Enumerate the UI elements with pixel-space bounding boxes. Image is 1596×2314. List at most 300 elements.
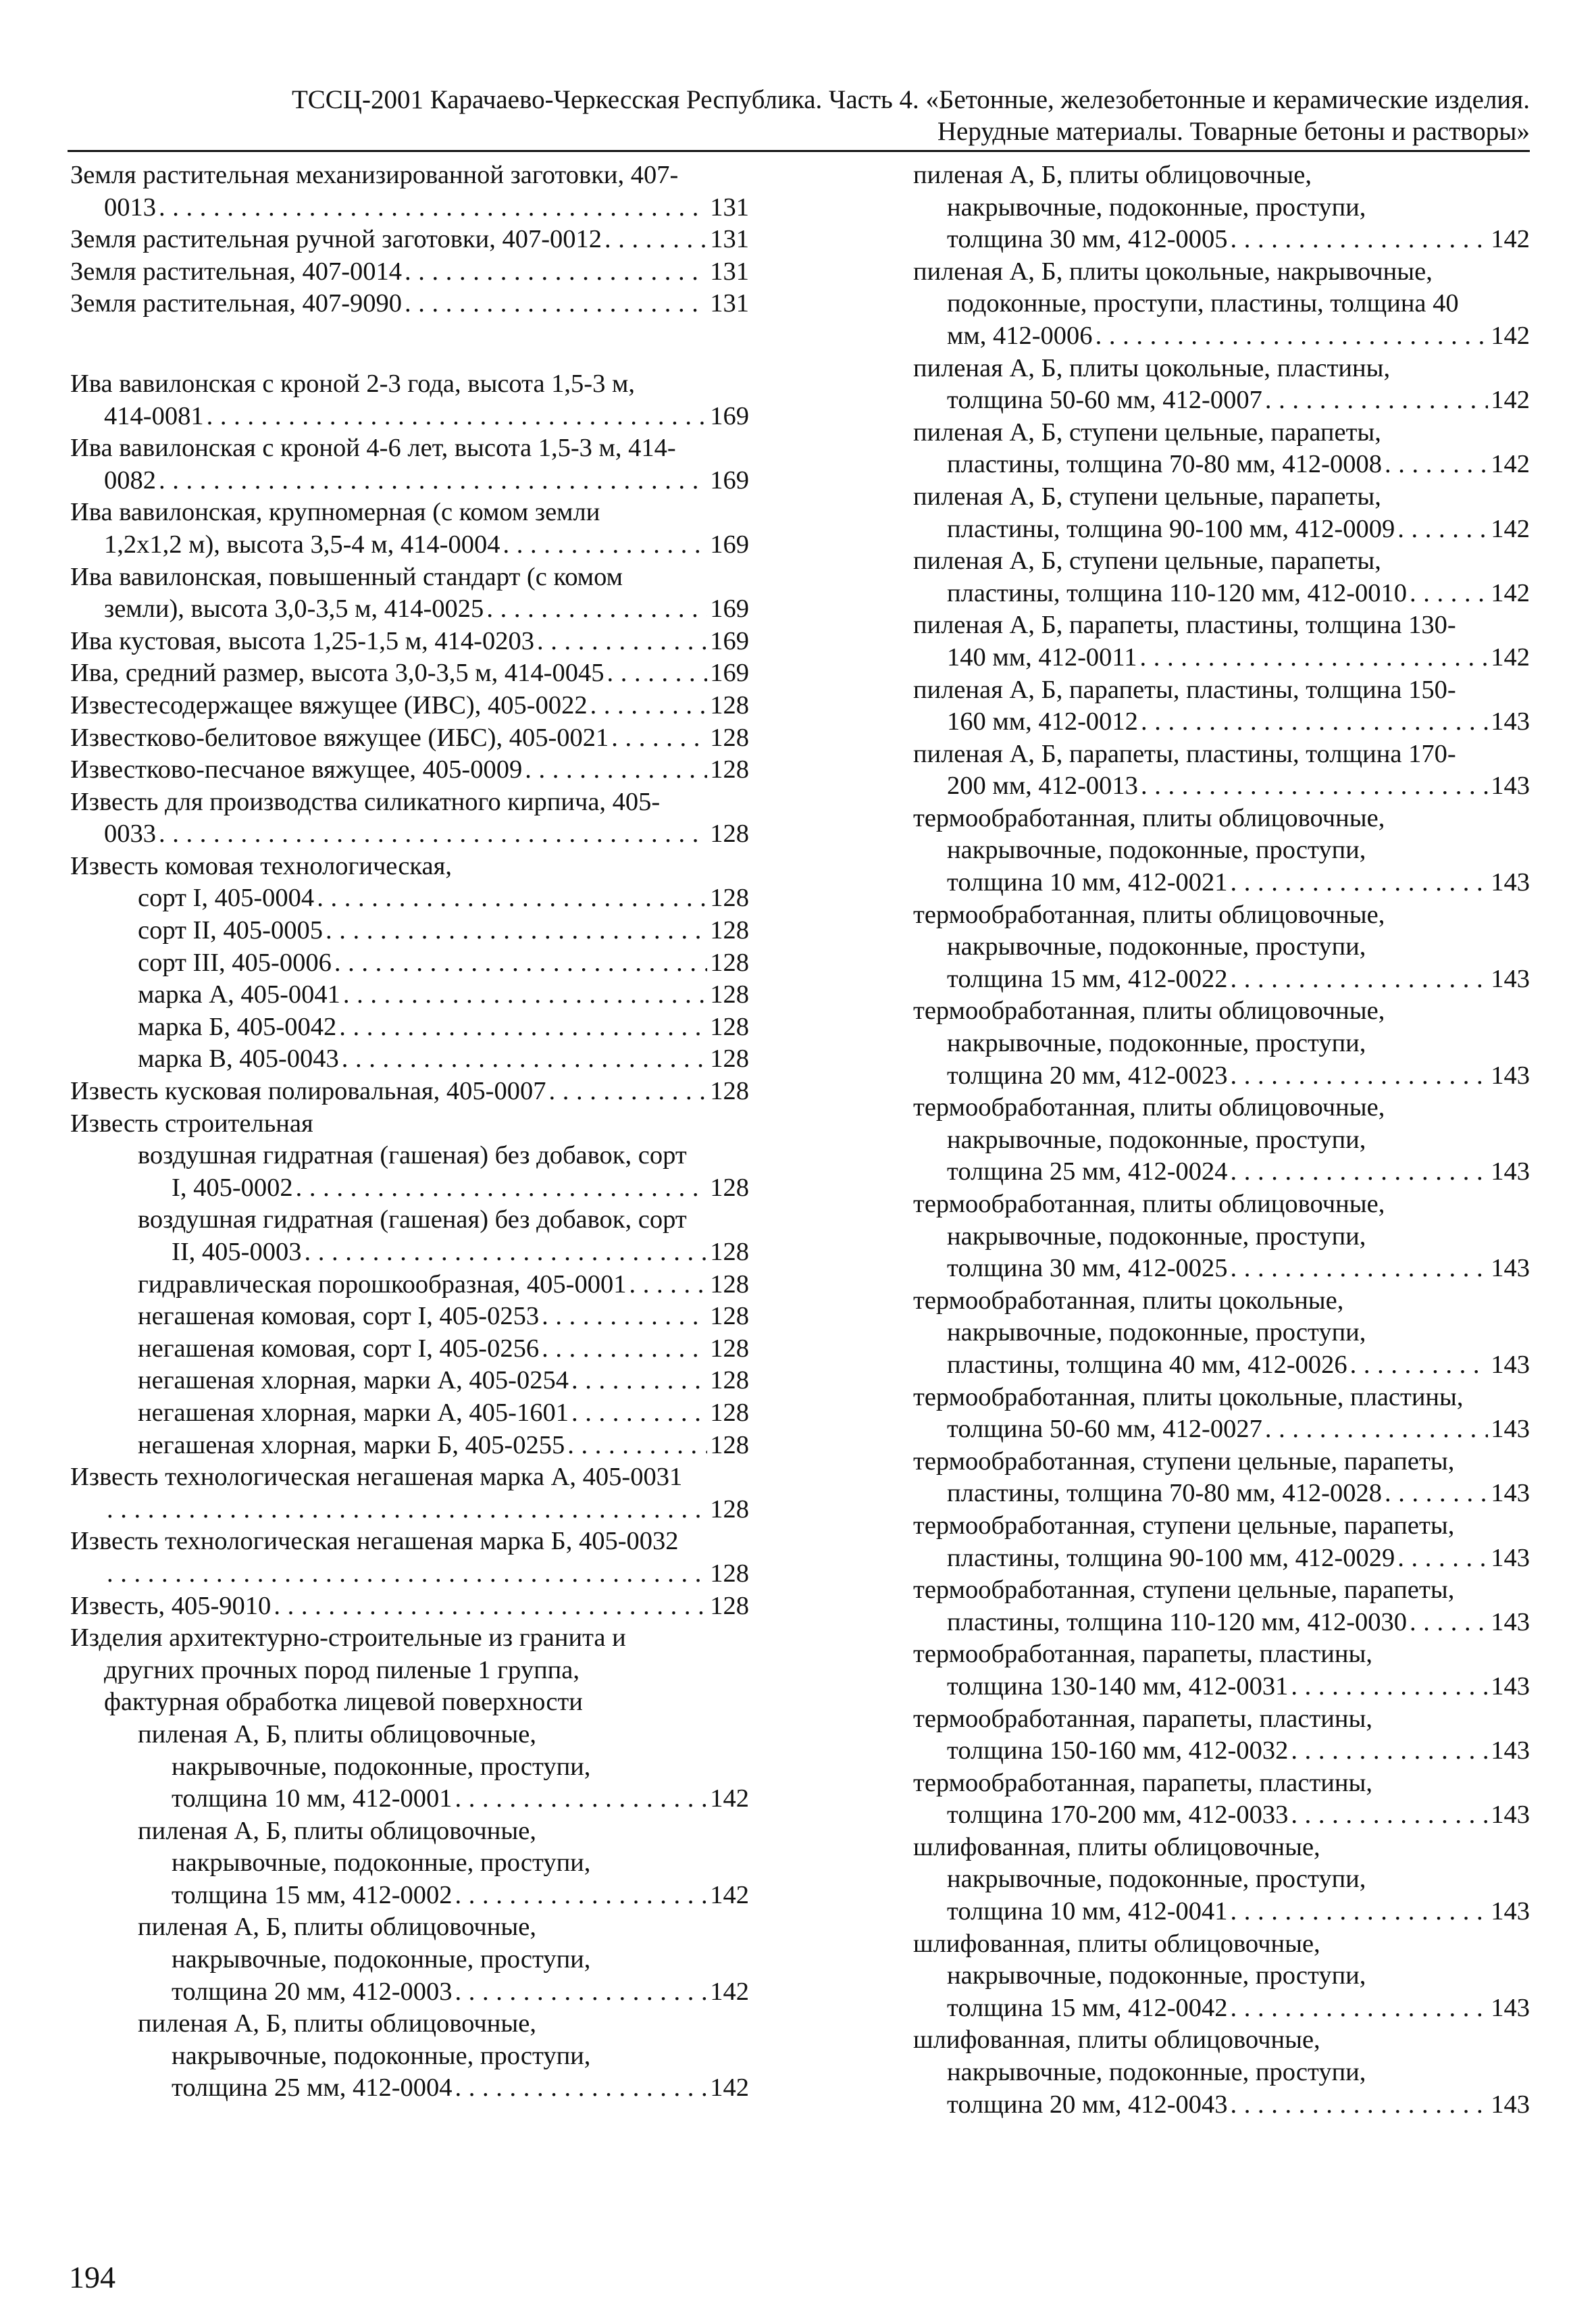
entry-text: пластины, толщина 70-80 мм, 412-0028 bbox=[947, 1479, 1382, 1508]
index-entry bbox=[70, 1011, 749, 1044]
entry-text: пластины, толщина 90-100 мм, 412-0009 bbox=[947, 514, 1395, 543]
entry-text: термообработанная, плиты облицовочные, bbox=[913, 803, 1385, 832]
entry-line bbox=[913, 1188, 1530, 1221]
dot-leader bbox=[486, 593, 707, 626]
entry-text: Известь кусковая полировальная, 405-0007 bbox=[70, 1077, 546, 1106]
entry-line bbox=[913, 2057, 1530, 2089]
entry-page-ref: 143 bbox=[1491, 1801, 1530, 1830]
index-entry bbox=[70, 1204, 749, 1268]
entry-text: воздушная гидратная (гашеная) без добавок, сорт bbox=[138, 1141, 687, 1170]
entry-page-ref: 128 bbox=[710, 1238, 749, 1266]
entry-text: 1,2х1,2 м), высота 3,5-4 м, 414-0004 bbox=[104, 530, 500, 559]
entry-line bbox=[70, 851, 749, 883]
entry-text: Известесодержащее вяжущее (ИВС), 405-0022 bbox=[70, 690, 588, 720]
entry-text: пластины, толщина 90-100 мм, 412-0029 bbox=[947, 1543, 1395, 1572]
entry-text: 0033 bbox=[104, 820, 156, 849]
entry-line bbox=[70, 159, 749, 192]
entry-text: толщина 10 мм, 412-0041 bbox=[947, 1897, 1228, 1926]
entry-line bbox=[913, 706, 1530, 738]
entry-line bbox=[913, 1896, 1530, 1928]
entry-line bbox=[70, 368, 749, 401]
index-entry bbox=[70, 368, 749, 432]
entry-page-ref: 143 bbox=[1491, 1415, 1530, 1444]
entry-text: негашеная хлорная, марки А, 405-1601 bbox=[138, 1398, 569, 1427]
index-column-right bbox=[913, 159, 1530, 2121]
entry-line bbox=[913, 1671, 1530, 1703]
dot-leader bbox=[1096, 320, 1489, 353]
dot-leader bbox=[317, 882, 707, 915]
entry-line bbox=[913, 1960, 1530, 1992]
dot-leader bbox=[159, 192, 707, 224]
entry-text: накрывочные, подоконные, проступи, bbox=[947, 1125, 1366, 1154]
entry-page-ref: 128 bbox=[710, 1045, 749, 1074]
entry-text: фактурная обработка лицевой поверхности bbox=[104, 1688, 583, 1717]
index-entry bbox=[913, 2024, 1530, 2121]
entry-text: пиленая А, Б, парапеты, пластины, толщина 130- bbox=[913, 611, 1456, 640]
entry-text: марка Б, 405-0042 bbox=[138, 1012, 337, 1041]
entry-text: мм, 412-0006 bbox=[947, 321, 1093, 350]
entry-line bbox=[70, 786, 749, 819]
entry-line bbox=[70, 1686, 749, 1719]
index-entry bbox=[913, 1928, 1530, 2025]
entry-text: толщина 20 мм, 412-0043 bbox=[947, 2090, 1228, 2119]
entry-line bbox=[913, 1060, 1530, 1092]
dot-leader bbox=[542, 1301, 707, 1333]
index-entry bbox=[70, 288, 749, 320]
index-entry bbox=[913, 1638, 1530, 1703]
entry-line bbox=[70, 1590, 749, 1623]
entry-text: толщина 20 мм, 412-0023 bbox=[947, 1061, 1228, 1090]
index-entry bbox=[70, 882, 749, 915]
entry-line bbox=[70, 1365, 749, 1397]
entry-line bbox=[70, 1655, 749, 1687]
entry-text: пиленая А, Б, плиты цокольные, накрывочные, bbox=[913, 257, 1433, 286]
entry-line bbox=[913, 256, 1530, 288]
index-entry bbox=[70, 2008, 749, 2105]
entry-line bbox=[70, 1815, 749, 1848]
entry-page-ref: 169 bbox=[710, 659, 749, 688]
dot-leader bbox=[1410, 578, 1488, 610]
entry-page-ref: 128 bbox=[710, 948, 749, 977]
entry-line bbox=[70, 1269, 749, 1301]
dot-leader bbox=[1385, 1478, 1488, 1510]
header-line-1: ТССЦ-2001 Карачаево-Черкесская Республика. Часть 4. «Бетонные, железобетонные и керамические изделия. bbox=[291, 85, 1530, 114]
index-entry bbox=[70, 1622, 749, 1719]
entry-page-ref: 143 bbox=[1491, 1157, 1530, 1186]
entry-line bbox=[913, 899, 1530, 932]
dot-leader bbox=[455, 1783, 708, 1815]
entry-line bbox=[70, 818, 749, 851]
entry-page-ref: 128 bbox=[710, 820, 749, 849]
dot-leader bbox=[629, 1269, 707, 1301]
entry-line bbox=[913, 803, 1530, 835]
entry-text: негашеная хлорная, марки А, 405-0254 bbox=[138, 1366, 569, 1395]
index-entry bbox=[913, 481, 1530, 545]
entry-line bbox=[70, 626, 749, 658]
dot-leader bbox=[1231, 1156, 1489, 1188]
entry-page-ref: 142 bbox=[1491, 578, 1530, 607]
dot-leader bbox=[1291, 1735, 1488, 1767]
entry-page-ref: 128 bbox=[710, 1077, 749, 1106]
index-entry bbox=[913, 1382, 1530, 1446]
entry-text: шлифованная, плиты облицовочные, bbox=[913, 1832, 1320, 1861]
index-entry bbox=[70, 224, 749, 256]
dot-leader bbox=[590, 690, 708, 722]
entry-page-ref: 143 bbox=[1491, 2090, 1530, 2119]
entry-line bbox=[913, 1510, 1530, 1542]
entry-page-ref: 143 bbox=[1491, 1479, 1530, 1508]
entry-page-ref: 169 bbox=[710, 595, 749, 624]
dot-leader bbox=[274, 1590, 707, 1623]
entry-line bbox=[913, 1574, 1530, 1607]
header-line-2: Нерудные материалы. Товарные бетоны и растворы» bbox=[937, 117, 1530, 146]
entry-text: другних прочных пород пиленые 1 группа, bbox=[104, 1655, 580, 1684]
index-entry bbox=[70, 1526, 749, 1590]
entry-line bbox=[913, 1928, 1530, 1961]
entry-page-ref: 143 bbox=[1491, 868, 1530, 897]
entry-line bbox=[70, 1301, 749, 1333]
index-entry bbox=[70, 1043, 749, 1076]
entry-text: накрывочные, подоконные, проступи, bbox=[172, 1945, 591, 1974]
entry-text: толщина 25 мм, 412-0004 bbox=[172, 2073, 453, 2103]
dot-leader bbox=[1397, 513, 1488, 546]
entry-line bbox=[70, 1719, 749, 1751]
index-entry bbox=[70, 947, 749, 980]
entry-line bbox=[70, 192, 749, 224]
entry-text: Известь строительная bbox=[70, 1109, 313, 1138]
entry-page-ref: 142 bbox=[1491, 450, 1530, 479]
entry-text: Земля растительная ручной заготовки, 407-0012 bbox=[70, 225, 602, 254]
entry-text: I, 405-0002 bbox=[172, 1173, 293, 1202]
entry-text: толщина 10 мм, 412-0001 bbox=[172, 1784, 453, 1813]
entry-text: марка А, 405-0041 bbox=[138, 980, 340, 1009]
entry-line bbox=[913, 288, 1530, 320]
index-entry bbox=[913, 1767, 1530, 1832]
entry-text: шлифованная, плиты облицовочные, bbox=[913, 1929, 1320, 1958]
entry-line bbox=[913, 995, 1530, 1028]
index-entry bbox=[70, 497, 749, 561]
entry-text: толщина 15 мм, 412-0042 bbox=[947, 1993, 1228, 2022]
dot-leader bbox=[296, 1172, 708, 1205]
entry-text: сорт II, 405-0005 bbox=[138, 916, 323, 945]
entry-text: пиленая А, Б, плиты облицовочные, bbox=[913, 161, 1312, 189]
entry-line bbox=[913, 1092, 1530, 1124]
entry-page-ref: 143 bbox=[1491, 1254, 1530, 1283]
entry-text: Известково-песчаное вяжущее, 405-0009 bbox=[70, 755, 523, 784]
dot-leader bbox=[567, 1430, 707, 1462]
entry-text: пиленая А, Б, ступени цельные, парапеты, bbox=[913, 482, 1381, 511]
dot-leader bbox=[1397, 1542, 1488, 1575]
dot-leader bbox=[405, 288, 707, 320]
dot-leader bbox=[604, 224, 707, 256]
entry-text: Земля растительная, 407-9090 bbox=[70, 289, 403, 318]
dot-leader bbox=[1265, 1413, 1488, 1446]
entry-line bbox=[913, 384, 1530, 417]
entry-page-ref: 128 bbox=[710, 1334, 749, 1363]
entry-line bbox=[70, 1043, 749, 1076]
entry-page-ref: 128 bbox=[710, 1591, 749, 1620]
index-entry bbox=[70, 915, 749, 947]
entry-line bbox=[70, 1880, 749, 1912]
entry-line bbox=[913, 578, 1530, 610]
entry-page-ref: 142 bbox=[710, 2073, 749, 2103]
entry-line bbox=[913, 1221, 1530, 1253]
entry-text: толщина 30 мм, 412-0005 bbox=[947, 225, 1228, 254]
entry-line bbox=[70, 1751, 749, 1784]
entry-page-ref: 142 bbox=[1491, 225, 1530, 254]
entry-line bbox=[913, 1382, 1530, 1414]
entry-line bbox=[70, 2008, 749, 2040]
entry-text: Ива вавилонская с кроной 2-3 года, высота 1,5-3 м, bbox=[70, 369, 635, 398]
entry-page-ref: 143 bbox=[1491, 1543, 1530, 1572]
entry-line bbox=[70, 593, 749, 626]
entry-line bbox=[70, 529, 749, 561]
index-entry bbox=[913, 674, 1530, 738]
entry-text: термообработанная, ступени цельные, парапеты, bbox=[913, 1511, 1455, 1540]
entry-line bbox=[913, 1863, 1530, 1896]
entry-text: накрывочные, подоконные, проступи, bbox=[947, 1961, 1366, 1990]
entry-line bbox=[70, 882, 749, 915]
entry-line bbox=[913, 224, 1530, 256]
entry-text: 0082 bbox=[104, 466, 156, 495]
entry-line bbox=[70, 1847, 749, 1880]
entry-text: пиленая А, Б, плиты облицовочные, bbox=[138, 2009, 536, 2038]
entry-line bbox=[913, 931, 1530, 963]
entry-text: толщина 20 мм, 412-0003 bbox=[172, 1977, 453, 2006]
entry-text: толщина 170-200 мм, 412-0033 bbox=[947, 1801, 1289, 1830]
entry-line bbox=[70, 224, 749, 256]
entry-line bbox=[913, 738, 1530, 771]
index-entry bbox=[913, 353, 1530, 417]
index-entry bbox=[913, 256, 1530, 353]
entry-page-ref: 143 bbox=[1491, 1607, 1530, 1636]
dot-leader bbox=[525, 754, 707, 786]
entry-line bbox=[70, 657, 749, 690]
dot-leader bbox=[1291, 1799, 1488, 1832]
dot-leader bbox=[455, 2072, 708, 2105]
entry-text: Изделия архитектурно-строительные из гранита и bbox=[70, 1624, 626, 1653]
running-header bbox=[68, 84, 1530, 147]
entry-line bbox=[70, 1236, 749, 1269]
entry-text: Известково-белитовое вяжущее (ИБС), 405-0021 bbox=[70, 723, 609, 752]
entry-page-ref: 128 bbox=[710, 1430, 749, 1459]
dot-leader bbox=[1231, 224, 1489, 256]
index-entry bbox=[70, 1301, 749, 1333]
entry-text: толщина 15 мм, 412-0022 bbox=[947, 964, 1228, 993]
dot-leader bbox=[405, 256, 707, 288]
entry-page-ref: 143 bbox=[1491, 772, 1530, 801]
entry-text: Ива вавилонская с кроной 4-6 лет, высота 1,5-3 м, 414- bbox=[70, 434, 676, 463]
entry-page-ref: 142 bbox=[1491, 514, 1530, 543]
entry-text: земли), высота 3,0-3,5 м, 414-0025 bbox=[104, 595, 484, 624]
entry-text: шлифованная, плиты облицовочные, bbox=[913, 2026, 1320, 2055]
dot-leader bbox=[1140, 642, 1489, 674]
index-entry bbox=[70, 786, 749, 851]
entry-line bbox=[913, 1542, 1530, 1575]
entry-text: термообработанная, ступени цельные, парапеты, bbox=[913, 1447, 1455, 1476]
entry-page-ref: 142 bbox=[710, 1880, 749, 1909]
entry-text: Ива кустовая, высота 1,25-1,5 м, 414-0203 bbox=[70, 626, 534, 655]
entry-text: пластины, толщина 70-80 мм, 412-0008 bbox=[947, 450, 1382, 479]
entry-line bbox=[70, 1494, 749, 1526]
dot-leader bbox=[1410, 1607, 1488, 1639]
entry-page-ref: 169 bbox=[710, 401, 749, 430]
index-entry bbox=[70, 1911, 749, 2008]
entry-line bbox=[70, 1140, 749, 1172]
entry-line bbox=[70, 1076, 749, 1108]
index-entry bbox=[70, 1461, 749, 1526]
entry-line bbox=[913, 417, 1530, 449]
entry-page-ref: 142 bbox=[710, 1784, 749, 1813]
index-entry bbox=[913, 545, 1530, 609]
entry-text: термообработанная, парапеты, пластины, bbox=[913, 1768, 1373, 1797]
index-entry bbox=[913, 1188, 1530, 1285]
entry-page-ref: 128 bbox=[710, 690, 749, 720]
entry-text: накрывочные, подоконные, проступи, bbox=[947, 1222, 1366, 1251]
entry-text: накрывочные, подоконные, проступи, bbox=[947, 2058, 1366, 2087]
entry-text: Известь технологическая негашеная марка Б, 405-0032 bbox=[70, 1527, 679, 1556]
entry-line bbox=[913, 674, 1530, 707]
dot-leader bbox=[342, 1043, 707, 1076]
entry-text: 140 мм, 412-0011 bbox=[947, 643, 1137, 672]
entry-line bbox=[70, 690, 749, 722]
entry-line bbox=[70, 1430, 749, 1462]
index-entry bbox=[913, 1446, 1530, 1510]
entry-line bbox=[913, 1413, 1530, 1446]
dot-leader bbox=[343, 979, 707, 1011]
entry-text: сорт III, 405-0006 bbox=[138, 948, 332, 977]
entry-text: II, 405-0003 bbox=[172, 1238, 302, 1266]
entry-page-ref: 128 bbox=[710, 1494, 749, 1524]
entry-text: Известь комовая технологическая, bbox=[70, 851, 452, 880]
dot-leader bbox=[1265, 384, 1488, 417]
entry-line bbox=[913, 2089, 1530, 2121]
entry-line bbox=[70, 1461, 749, 1494]
entry-text: пластины, толщина 110-120 мм, 412-0010 bbox=[947, 578, 1408, 607]
entry-text: 160 мм, 412-0012 bbox=[947, 707, 1138, 736]
index-entry bbox=[70, 1815, 749, 1912]
entry-page-ref: 143 bbox=[1491, 707, 1530, 736]
entry-line bbox=[70, 432, 749, 465]
entry-page-ref: 128 bbox=[710, 755, 749, 784]
dot-leader bbox=[334, 947, 707, 980]
index-entry bbox=[70, 722, 749, 755]
index-entry bbox=[70, 1269, 749, 1301]
dot-leader bbox=[537, 626, 707, 658]
entry-line bbox=[70, 2040, 749, 2073]
dot-leader bbox=[542, 1333, 707, 1365]
entry-page-ref: 128 bbox=[710, 1559, 749, 1588]
entry-line bbox=[70, 1011, 749, 1044]
entry-page-ref: 142 bbox=[710, 1977, 749, 2006]
entry-text: накрывочные, подоконные, проступи, bbox=[947, 1865, 1366, 1894]
index-entry bbox=[913, 1703, 1530, 1767]
entry-text: термообработанная, парапеты, пластины, bbox=[913, 1640, 1373, 1669]
entry-page-ref: 142 bbox=[1491, 321, 1530, 350]
entry-line bbox=[70, 979, 749, 1011]
entry-line bbox=[70, 1976, 749, 2009]
entry-line bbox=[70, 288, 749, 320]
entry-text: марка В, 405-0043 bbox=[138, 1045, 339, 1074]
entry-line bbox=[70, 256, 749, 288]
entry-text: сорт I, 405-0004 bbox=[138, 884, 315, 913]
entry-line bbox=[913, 192, 1530, 224]
index-entry bbox=[913, 738, 1530, 803]
entry-text: подоконные, проступи, пластины, толщина 40 bbox=[947, 289, 1459, 318]
dot-leader bbox=[159, 818, 707, 851]
index-entry bbox=[913, 1285, 1530, 1382]
dot-leader bbox=[1141, 770, 1488, 803]
entry-text: накрывочные, подоконные, проступи, bbox=[947, 836, 1366, 865]
dot-leader bbox=[611, 722, 707, 755]
index-entry bbox=[913, 899, 1530, 996]
dot-leader bbox=[1385, 449, 1488, 481]
entry-line bbox=[70, 1944, 749, 1976]
index-entry bbox=[70, 1590, 749, 1623]
dot-leader bbox=[1291, 1671, 1488, 1703]
header-rule bbox=[68, 150, 1530, 152]
entry-line bbox=[913, 353, 1530, 385]
entry-line bbox=[913, 1478, 1530, 1510]
entry-page-ref: 128 bbox=[710, 723, 749, 752]
entry-text: негашеная комовая, сорт I, 405-0256 bbox=[138, 1334, 540, 1363]
entry-page-ref: 128 bbox=[710, 980, 749, 1009]
entry-page-ref: 142 bbox=[1491, 386, 1530, 415]
entry-page-ref: 128 bbox=[710, 1012, 749, 1041]
index-entry bbox=[913, 159, 1530, 256]
index-entry bbox=[70, 657, 749, 690]
entry-text: 0013 bbox=[104, 193, 156, 222]
entry-text: 200 мм, 412-0013 bbox=[947, 772, 1138, 801]
dot-leader bbox=[1231, 963, 1489, 996]
index-entry bbox=[913, 995, 1530, 1092]
dot-leader bbox=[304, 1236, 707, 1269]
dot-leader bbox=[1231, 1896, 1489, 1928]
index-entry bbox=[70, 1108, 749, 1140]
entry-text: термообработанная, парапеты, пластины, bbox=[913, 1704, 1373, 1733]
index-column-left bbox=[70, 159, 749, 2105]
index-entry bbox=[70, 690, 749, 722]
entry-text: накрывочные, подоконные, проступи, bbox=[947, 932, 1366, 961]
entry-page-ref: 143 bbox=[1491, 1736, 1530, 1765]
entry-text: термообработанная, плиты облицовочные, bbox=[913, 997, 1385, 1026]
index-entry bbox=[70, 851, 749, 883]
index-entry bbox=[913, 1574, 1530, 1638]
dot-leader bbox=[455, 1976, 708, 2009]
entry-line bbox=[70, 561, 749, 594]
dot-leader bbox=[339, 1011, 707, 1044]
index-entry bbox=[913, 609, 1530, 674]
entry-page-ref: 143 bbox=[1491, 1350, 1530, 1379]
index-entry bbox=[70, 1333, 749, 1365]
entry-page-ref: 169 bbox=[710, 530, 749, 559]
entry-page-ref: 143 bbox=[1491, 964, 1530, 993]
entry-text: пластины, толщина 40 мм, 412-0026 bbox=[947, 1350, 1347, 1379]
entry-text: термообработанная, плиты цокольные, bbox=[913, 1286, 1344, 1315]
entry-line bbox=[70, 465, 749, 497]
entry-page-ref: 128 bbox=[710, 884, 749, 913]
entry-line bbox=[913, 770, 1530, 803]
entry-text: Известь для производства силикатного кирпича, 405- bbox=[70, 787, 661, 816]
index-entry bbox=[70, 1719, 749, 1815]
entry-text: толщина 30 мм, 412-0025 bbox=[947, 1254, 1228, 1283]
entry-text: термообработанная, ступени цельные, парапеты, bbox=[913, 1576, 1455, 1605]
index-entry bbox=[70, 1140, 749, 1204]
dot-leader bbox=[548, 1076, 707, 1108]
entry-text: толщина 10 мм, 412-0021 bbox=[947, 868, 1228, 897]
dot-leader bbox=[1231, 1992, 1489, 2025]
index-entry bbox=[70, 159, 749, 224]
